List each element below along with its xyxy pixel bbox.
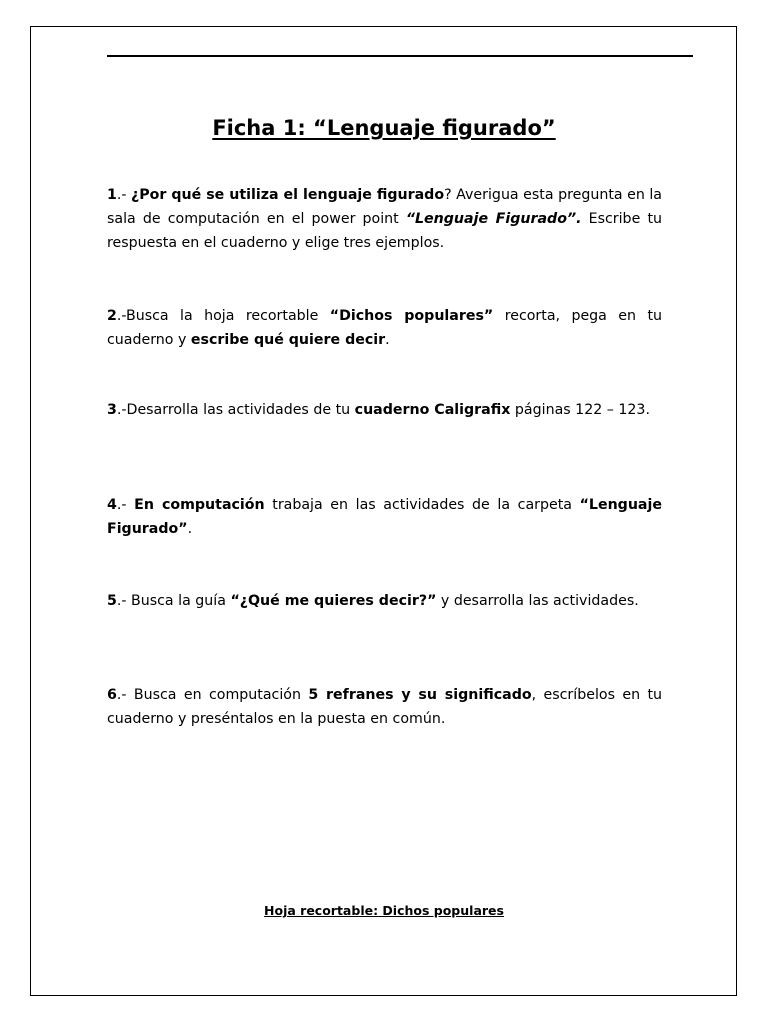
bold-phrase: “¿Qué me quieres decir?” (230, 593, 437, 609)
item-text: páginas 122 – 123. (510, 402, 650, 418)
item-separator: .- (116, 402, 127, 418)
bold-phrase: 5 refranes y su significado (308, 687, 532, 703)
item-text: Escribe tu respuesta en el cuaderno y elige tres ejemplos. (107, 211, 662, 251)
bold-phrase: “Dichos populares” (329, 308, 494, 324)
instruction-4 (107, 493, 662, 541)
bold-phrase: En computación (134, 497, 265, 513)
item-text: . (187, 521, 193, 537)
item-number: 2 (107, 308, 117, 324)
item-separator: .- (116, 687, 134, 703)
footer-caption: Hoja recortable: Dichos populares (264, 903, 504, 918)
item-text: , escríbelos en tu cuaderno y preséntalos en la puesta en común. (107, 687, 662, 727)
bold-phrase: escribe qué quiere decir (190, 332, 386, 348)
instruction-6 (107, 683, 662, 731)
item-number: 1 (107, 187, 117, 203)
instruction-1 (107, 183, 662, 255)
instruction-3 (107, 398, 662, 422)
item-text: y desarrolla las actividades. (436, 593, 639, 609)
item-text: recorta, pega en tu cuaderno y (107, 308, 663, 348)
worksheet-title: Ficha 1: “Lenguaje figurado” (212, 116, 556, 140)
powerpoint-title: “Lenguaje Figurado”. (405, 211, 582, 227)
item-text: Desarrolla las actividades de tu (126, 402, 355, 418)
item-text: trabaja en las actividades de la carpeta (264, 497, 580, 513)
question-bold: ¿Por qué se utiliza el lenguaje figurado (131, 187, 445, 203)
item-text: . (385, 332, 390, 348)
item-number: 6 (107, 687, 117, 703)
item-separator: .- (116, 497, 135, 513)
item-text: ? Averigua esta pregunta en la sala de computación en el power point (107, 187, 663, 227)
item-text: Busca la hoja recortable (126, 308, 330, 324)
item-text: Busca la guía (131, 593, 231, 609)
item-number: 3 (107, 402, 117, 418)
item-separator: .- (116, 187, 132, 203)
instruction-2 (107, 304, 662, 352)
item-text: Busca en computación (133, 687, 309, 703)
bold-phrase: “Lenguaje Figurado” (107, 497, 662, 537)
item-number: 4 (107, 497, 117, 513)
item-number: 5 (107, 593, 117, 609)
instruction-5 (107, 589, 662, 613)
item-separator: .- (116, 308, 126, 324)
bold-phrase: cuaderno Caligrafix (354, 402, 511, 418)
item-separator: .- (116, 593, 132, 609)
header-rule (107, 55, 693, 57)
